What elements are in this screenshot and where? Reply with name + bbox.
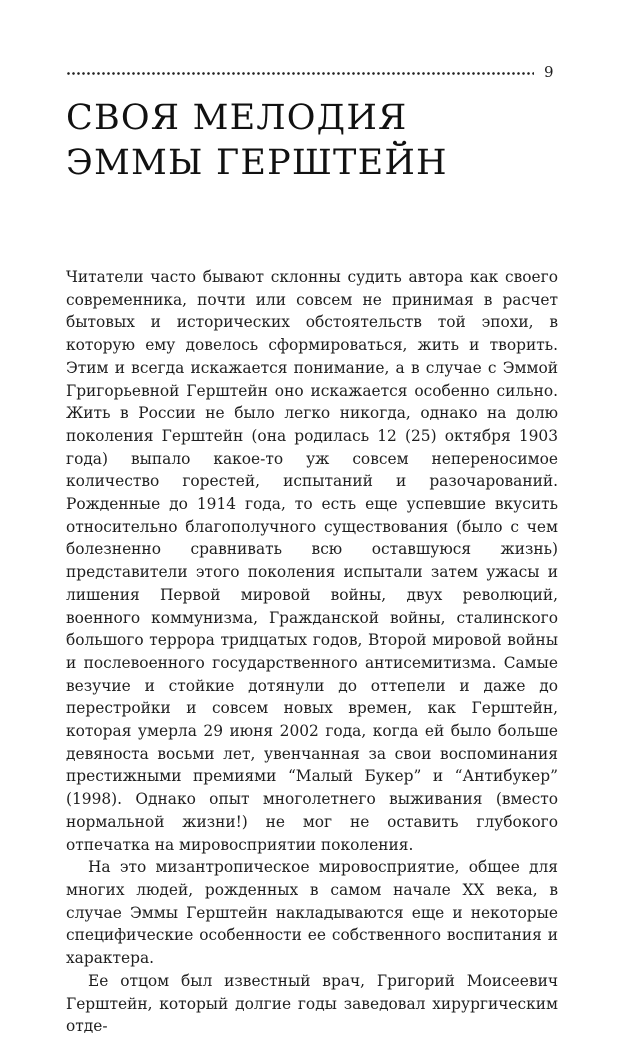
chapter-title-line-2: ЭММЫ ГЕРШТЕЙН <box>66 143 448 183</box>
running-header <box>66 62 576 82</box>
chapter-title <box>66 96 566 186</box>
paragraph-3: Ее отцом был известный врач, Григорий Моисеевич Герштейн, который долгие годы заведовал хирургическим отде- <box>66 971 558 1036</box>
chapter-title-line-1: СВОЯ МЕЛОДИЯ <box>66 98 408 138</box>
paragraph-1: Читатели часто бывают склонны судить автора как своего современника, почти или совсем не принимая в расчет бытовых и исторических обстоятельств той эпохи, в которую ему довелось сформироваться, жить и творить. Этим и всегда искажается понимание, а в случае с Эммой Григорьевной Герштейн оно искажается особенно сильно. Жить в России не было легко никогда, однако на долю поколения Герштейн (она родилась 12 (25) октября 1903 года) выпало какое-то уж совсем непереносимое количество горестей, испытаний и разочарований. Рожденные до 1914 года, то есть еще успевшие вкусить относительно благополучного существования (было с чем болезненно сравнивать всю оставшуюся жизнь) представители этого поколения испытали затем ужасы и лишения Первой мировой войны, двух революций, военного коммунизма, Гражданской войны, сталинского большого террора тридцатых годов, Второй мировой войны и послевоенного государственного антисемитизма. Самые везучие и стойкие дотянули до оттепели и даже до перестройки и совсем новых времен, как Герштейн, которая умерла 29 июня 2002 года, когда ей было больше девяноста восьми лет, увенчанная за свои воспоминания престижными премиями “Малый Букер” и “Антибукер” (1998). Однако опыт многолетнего выживания (вместо нормальной жизни!) не мог не оставить глубокого отпечатка на мировосприятии поколения. <box>66 268 558 854</box>
dotted-leader-line <box>66 72 534 75</box>
chapter-body <box>66 266 558 1038</box>
paragraph-2: На это мизантропическое мировосприятие, общее для многих людей, рожденных в самом начале XX века, в случае Эммы Герштейн накладываются еще и некоторые специфические особенности ее собственного воспитания и характера. <box>66 858 558 968</box>
page-number: 9 <box>544 63 554 81</box>
